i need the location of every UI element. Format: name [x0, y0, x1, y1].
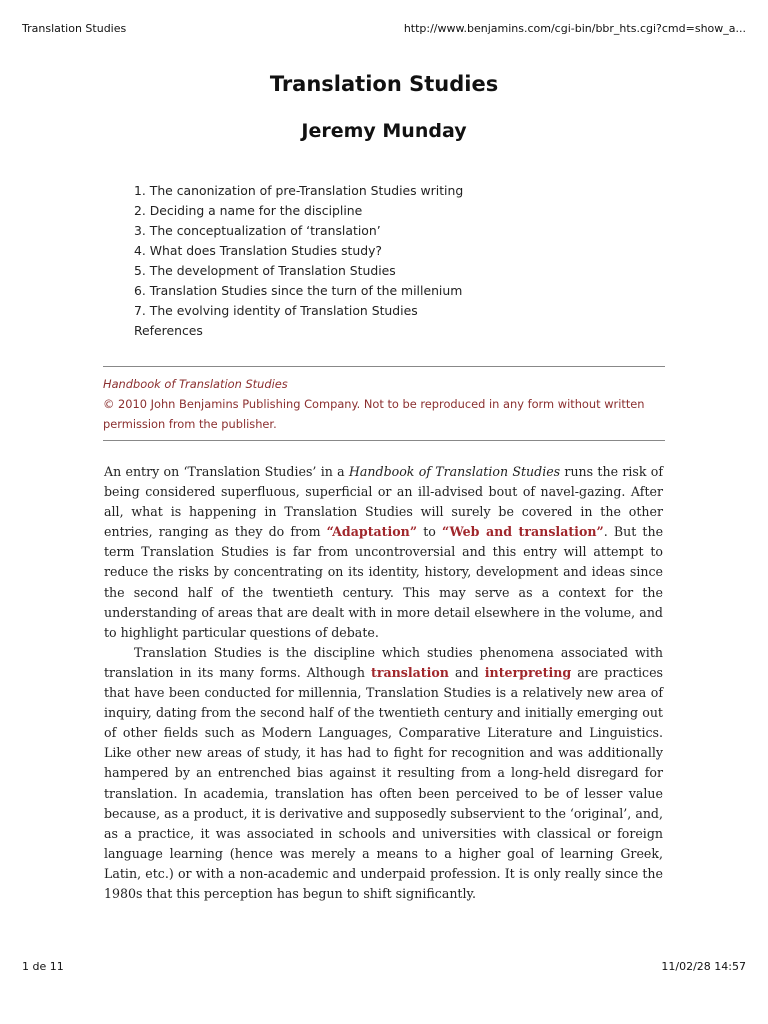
- divider-bottom: [103, 440, 665, 441]
- toc-link[interactable]: 6. Translation Studies since the turn of the millenium: [134, 283, 463, 298]
- xref-web-and-translation-link[interactable]: “Web and translation”: [441, 524, 604, 540]
- page-number: 1 de 11: [22, 960, 64, 973]
- article-body: [104, 462, 663, 904]
- publication-book-title: Handbook of Translation Studies: [103, 377, 288, 391]
- toc-link[interactable]: 7. The evolving identity of Translation Studies: [134, 303, 418, 318]
- paragraph-1: An entry on ‘Translation Studies’ in a Handbook of Translation Studies runs the risk of being considered superfluous, superficial or an ill-advised bout of navel-gazing. After all, what is happening in Translation Studies will surely be covered in the other entries, ranging as they do from “Adaptation” to “Web and translation”. But the term Translation Studies is far from uncontroversial and this entry will attempt to reduce the risks by concentrating on its identity, history, development and ideas since the second half of the twentieth century. This may serve as a context for the understanding of areas that are dealt with in more detail elsewhere in the volume, and to highlight particular questions of debate.: [104, 464, 664, 640]
- toc-item[interactable]: [134, 241, 463, 261]
- print-header: [22, 22, 746, 38]
- print-footer: [22, 960, 746, 976]
- toc-link[interactable]: 3. The conceptualization of ‘translation’: [134, 223, 381, 238]
- xref-translation-link[interactable]: translation: [371, 664, 449, 680]
- divider-top: [103, 366, 665, 367]
- toc-item[interactable]: [134, 201, 463, 221]
- toc-item[interactable]: [134, 181, 463, 201]
- toc-link-references[interactable]: References: [134, 323, 203, 338]
- print-datetime: 11/02/28 14:57: [661, 960, 746, 973]
- table-of-contents: [134, 181, 463, 341]
- toc-item[interactable]: [134, 321, 463, 341]
- toc-item[interactable]: [134, 261, 463, 281]
- toc-link[interactable]: 5. The development of Translation Studies: [134, 263, 396, 278]
- publication-info: [103, 374, 665, 434]
- print-header-title: Translation Studies: [22, 22, 127, 35]
- toc-item[interactable]: [134, 301, 463, 321]
- toc-link[interactable]: 4. What does Translation Studies study?: [134, 243, 383, 258]
- toc-item[interactable]: [134, 281, 463, 301]
- article-title: Translation Studies: [269, 72, 499, 96]
- toc-item[interactable]: [134, 221, 463, 241]
- copyright-notice: © 2010 John Benjamins Publishing Company. Not to be reproduced in any form without written permission from the publisher.: [103, 397, 645, 431]
- xref-interpreting-link[interactable]: interpreting: [484, 664, 572, 680]
- paragraph-2: Translation Studies is the discipline which studies phenomena associated with translation in its many forms. Although translation and interpreting are practices that have been conducted for millennia, Translation Studies is a relatively new area of inquiry, dating from the second half of the twentieth century and initially emerging out of other fields such as Modern Languages, Comparative Literature and Linguistics. Like other new areas of study, it has had to fight for recognition and was additionally hampered by an entrenched bias against it resulting from a long-held disregard for translation. In academia, translation has often been perceived to be of lesser value because, as a product, it is derivative and supposedly subservient to the ‘original’, and, as a practice, it was associated in schools and universities with classical or foreign language learning (hence was merely a means to a higher goal of learning Greek, Latin, etc.) or with a non-academic and underpaid profession. It is only really since the 1980s that this perception has begun to shift significantly.: [104, 644, 663, 901]
- xref-adaptation-link[interactable]: “Adaptation”: [326, 524, 418, 540]
- article-author: Jeremy Munday: [301, 120, 467, 142]
- book-title-italic: Handbook of Translation Studies: [348, 464, 561, 479]
- toc-link[interactable]: 2. Deciding a name for the discipline: [134, 203, 363, 218]
- toc-link[interactable]: 1. The canonization of pre-Translation Studies writing: [134, 183, 464, 198]
- print-header-url: http://www.benjamins.com/cgi-bin/bbr_hts.cgi?cmd=show_a...: [403, 22, 746, 35]
